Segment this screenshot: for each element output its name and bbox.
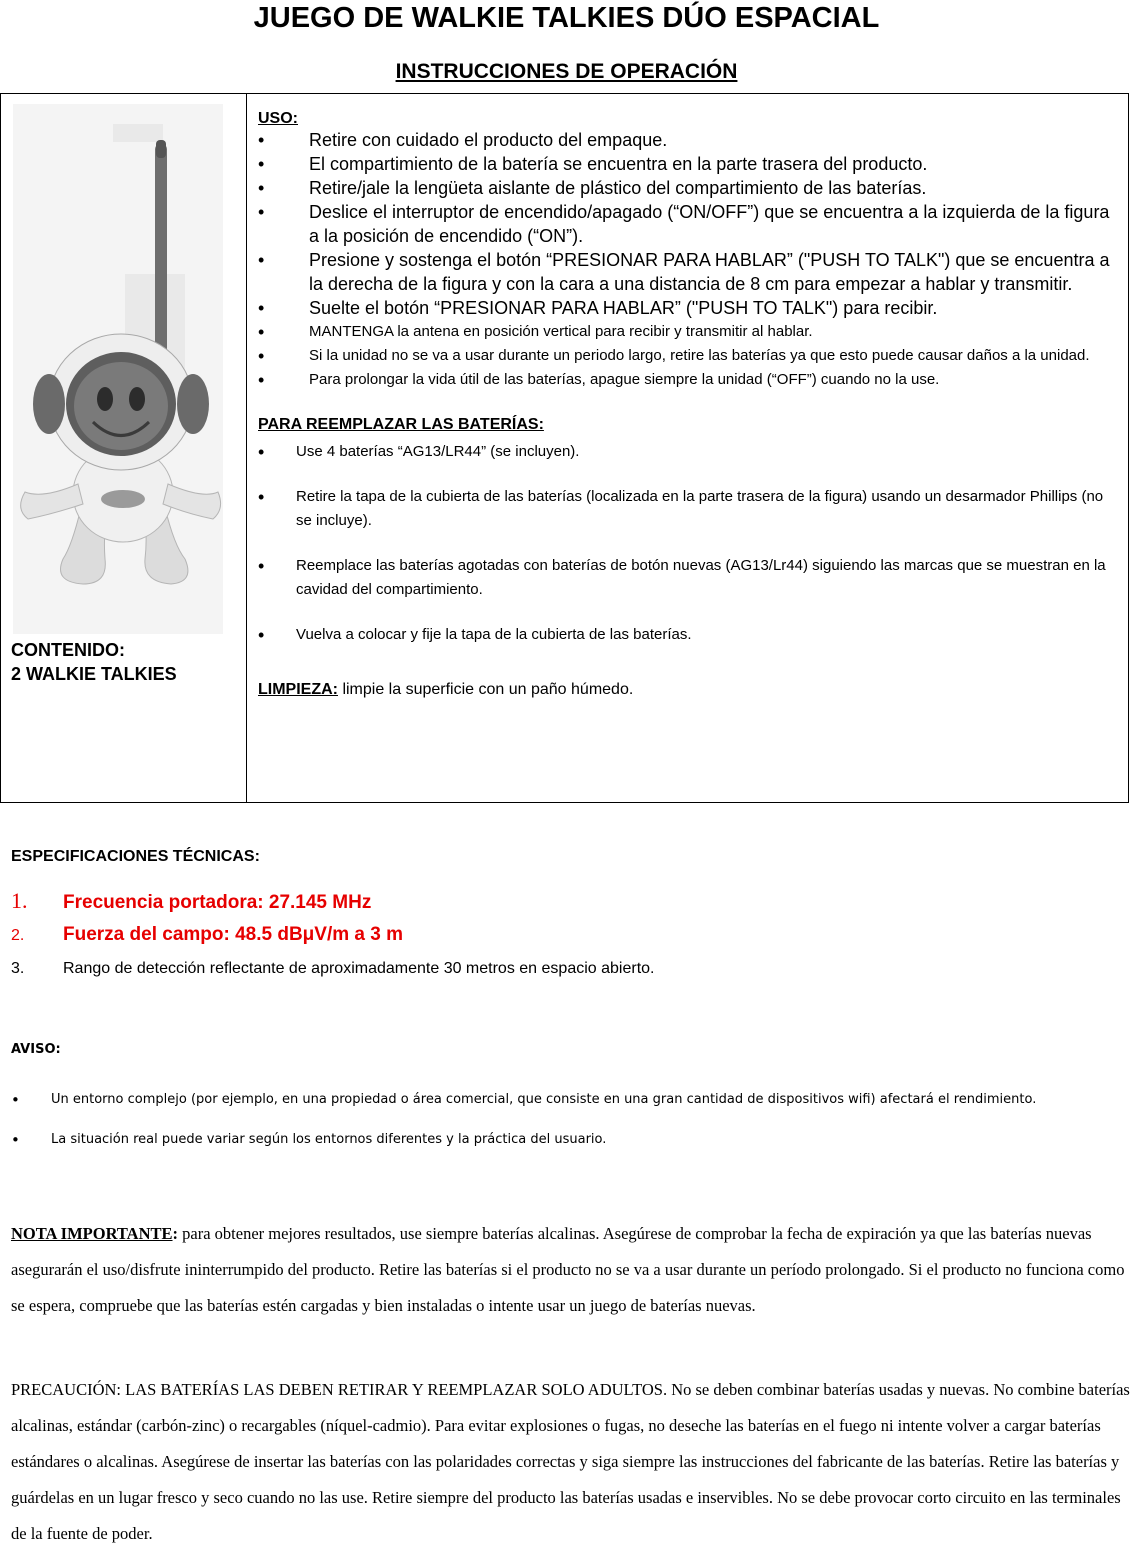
- uso-item: • Presione y sostenga el botón “PRESIONAR PARA HABLAR” ("PUSH TO TALK") que se encuentra a la derecha de la figura y con la cara a una distancia de 8 cm para empezar a hablar y transmitir.: [258, 248, 1123, 296]
- specs-section: [11, 848, 1121, 996]
- aviso-list: [11, 1080, 1121, 1160]
- note-colon: :: [172, 1224, 179, 1243]
- aviso-section: [11, 1040, 1121, 1160]
- uso-item: • Deslice el interruptor de encendido/apagado (“ON/OFF”) que se encuentra a la izquierda de la figura a la posición de encendido (“ON”).: [258, 200, 1123, 248]
- uso-item: • Retire/jale la lengüeta aislante de plástico del compartimiento de las baterías.: [258, 176, 1123, 200]
- aviso-item: • Un entorno complejo (por ejemplo, en una propiedad o área comercial, que consiste en una gran cantidad de dispositivos wifi) afectará el rendimiento.: [11, 1080, 1121, 1120]
- spec-number: 1.: [11, 888, 28, 913]
- replace-item: • Use 4 baterías “AG13/LR44” (se incluyen).: [258, 440, 1123, 464]
- uso-list: [258, 128, 1123, 392]
- spec-item: [11, 960, 1121, 996]
- contents-section: [11, 638, 177, 686]
- cleaning-text: limpie la superficie con un paño húmedo.: [338, 681, 634, 698]
- caution-paragraph: PRECAUCIÓN: LAS BATERÍAS LAS DEBEN RETIRAR Y REEMPLAZAR SOLO ADULTOS. No se deben combinar baterías usadas y nuevas. No combine baterías alcalinas, estándar (carbón-zinc) o recargables (níquel-cadmio). Para evitar explosiones o fugas, no deseche las baterías en el fuego ni intente volver a cargar baterías estándares o alcalinas. Asegúrese de insertar las baterías con las polaridades correctas y siga siempre las instrucciones del fabricante de las baterías. Retire las baterías y guárdelas en un lugar fresco y seco cuando no las use. Retire siempre del producto las baterías usadas e inservibles. No se debe provocar corto circuito en las terminales de la fuente de poder.: [11, 1380, 1130, 1543]
- aviso-item: • La situación real puede variar según los entornos diferentes y la práctica del usuario.: [11, 1120, 1121, 1160]
- uso-item: • Si la unidad no se va a usar durante un periodo largo, retire las baterías ya que esto puede causar daños a la unidad.: [258, 344, 1123, 368]
- spec-text: Frecuencia portadora: 27.145 MHz: [63, 892, 372, 913]
- cleaning-label: LIMPIEZA:: [258, 681, 338, 698]
- cleaning-line: [258, 681, 1123, 699]
- spec-item: [11, 888, 1121, 924]
- uso-item: • Retire con cuidado el producto del empaque.: [258, 128, 1123, 152]
- usage-section: [258, 110, 1123, 699]
- replace-item: • Retire la tapa de la cubierta de las baterías (localizada en la parte trasera de la figura) usando un desarmador Phillips (no se incluye).: [258, 485, 1123, 533]
- uso-heading: USO:: [258, 110, 298, 127]
- aviso-heading: AVISO:: [11, 1042, 61, 1057]
- spec-number: 3.: [11, 960, 25, 977]
- note-label: NOTA IMPORTANTE: [11, 1224, 173, 1243]
- replace-list: [258, 440, 1123, 647]
- document-title: JUEGO DE WALKIE TALKIES DÚO ESPACIAL: [253, 2, 880, 34]
- uso-item: • El compartimiento de la batería se encuentra en la parte trasera del producto.: [258, 152, 1123, 176]
- spec-text: Rango de detección reflectante de aproximadamente 30 metros en espacio abierto.: [63, 960, 655, 977]
- uso-item: • Para prolongar la vida útil de las baterías, apague siempre la unidad (“OFF”) cuando no la use.: [258, 368, 1123, 392]
- contents-label: CONTENIDO:: [11, 640, 125, 660]
- contents-value: 2 WALKIE TALKIES: [11, 664, 177, 684]
- replace-item: • Reemplace las baterías agotadas con baterías de botón nuevas (AG13/Lr44) siguiendo las marcas que se muestran en la cavidad del compartimiento.: [258, 554, 1123, 602]
- replace-heading: PARA REEMPLAZAR LAS BATERÍAS:: [258, 416, 544, 433]
- uso-item: • MANTENGA la antena en posición vertical para recibir y transmitir al hablar.: [258, 320, 1123, 344]
- uso-item: • Suelte el botón “PRESIONAR PARA HABLAR” ("PUSH TO TALK") para recibir.: [258, 296, 1123, 320]
- spec-item: [11, 924, 1121, 960]
- note-text: para obtener mejores resultados, use siempre baterías alcalinas. Asegúrese de comprobar la fecha de expiración ya que las baterías nuevas asegurarán el uso/disfrute ininterrumpido del producto. Retire las baterías si el producto no se va a usar durante un período prolongado. Si el producto no funciona como se espera, compruebe que las baterías estén cargadas y bien instaladas o intente usar un juego de baterías nuevas.: [11, 1224, 1125, 1315]
- specs-heading: ESPECIFICACIONES TÉCNICAS:: [11, 848, 260, 865]
- document-subtitle: INSTRUCCIONES DE OPERACIÓN: [395, 60, 738, 83]
- important-note: [11, 1216, 1133, 1324]
- column-divider: [246, 94, 247, 802]
- spec-text: Fuerza del campo: 48.5 dBμV/m a 3 m: [63, 924, 404, 945]
- walkie-talkie-astronaut-image: [13, 104, 223, 634]
- spec-number: 2.: [11, 927, 25, 944]
- replace-item: • Vuelva a colocar y fije la tapa de la cubierta de las baterías.: [258, 623, 1123, 647]
